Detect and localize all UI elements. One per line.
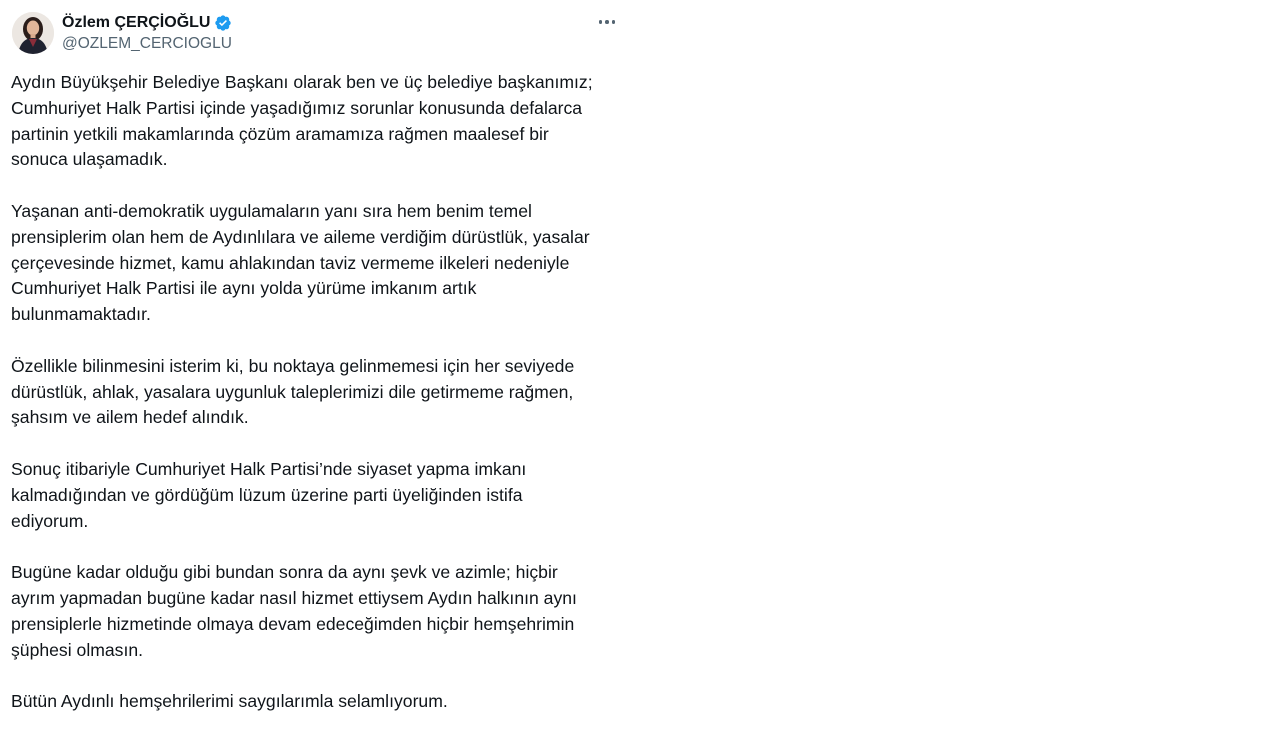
tweet-line: Cumhuriyet Halk Partisi içinde yaşadığımız sorunlar konusunda defalarca xyxy=(11,97,583,118)
user-handle[interactable]: @OZLEM_CERCIOGLU xyxy=(62,35,232,52)
tweet-line: Özellikle bilinmesini isterim ki, bu noktaya gelinmemesi için her seviyede xyxy=(11,355,575,376)
tweet-line: Cumhuriyet Halk Partisi ile aynı yolda yürüme imkanım artık xyxy=(11,278,477,299)
more-dot xyxy=(599,20,603,24)
tweet-paragraph xyxy=(11,354,621,431)
avatar[interactable] xyxy=(12,12,54,54)
more-options-icon[interactable] xyxy=(592,10,622,34)
tweet-line: şüphesi olmasın. xyxy=(11,639,144,660)
tweet-line: prensiplerle hizmetinde olmaya devam edeceğimden hiçbir hemşehrimin xyxy=(11,613,575,634)
tweet-paragraph xyxy=(11,457,621,534)
tweet-paragraph xyxy=(11,689,621,715)
tweet-line: bulunmamaktadır. xyxy=(11,304,151,325)
tweet-line: Bugüne kadar olduğu gibi bundan sonra da aynı şevk ve azimle; hiçbir xyxy=(11,562,558,583)
tweet-line: Bütün Aydınlı hemşehrilerimi saygılarımla selamlıyorum. xyxy=(11,691,448,712)
tweet-line: Yaşanan anti-demokratik uygulamaların yanı sıra hem benim temel xyxy=(11,200,532,221)
more-dot xyxy=(612,20,616,24)
tweet-line: Sonuç itibariyle Cumhuriyet Halk Partisi’nde siyaset yapma imkanı xyxy=(11,458,527,479)
more-dot xyxy=(605,20,609,24)
tweet-paragraph xyxy=(11,560,621,663)
tweet-line: dürüstlük, ahlak, yasalara uygunluk taleplerimizi dile getirmeme rağmen, xyxy=(11,381,574,402)
tweet-line: prensiplerim olan hem de Aydınlılara ve aileme verdiğim dürüstlük, yasalar xyxy=(11,226,590,247)
tweet-line: Aydın Büyükşehir Belediye Başkanı olarak ben ve üç belediye başkanımız; xyxy=(11,72,593,92)
tweet-text xyxy=(11,70,621,741)
author-name-row[interactable] xyxy=(62,12,232,34)
verified-badge-icon xyxy=(214,14,232,32)
tweet-line: ayrım yapmadan bugüne kadar nasıl hizmet ettiysem Aydın halkının aynı xyxy=(11,587,577,608)
tweet-line: partinin yetkili makamlarında çözüm aramamıza rağmen maalesef bir xyxy=(11,123,549,144)
display-name[interactable]: Özlem ÇERÇİOĞLU xyxy=(62,14,211,31)
tweet-card xyxy=(0,0,640,720)
tweet-line: sonuca ulaşamadık. xyxy=(11,149,168,170)
tweet-line: kalmadığından ve gördüğüm lüzum üzerine parti üyeliğinden istifa xyxy=(11,484,523,505)
tweet-line: ediyorum. xyxy=(11,510,89,531)
tweet-line: şahsım ve ailem hedef alındık. xyxy=(11,407,249,428)
profile-photo xyxy=(12,12,54,54)
tweet-line: çerçevesinde hizmet, kamu ahlakından taviz vermeme ilkeleri nedeniyle xyxy=(11,252,570,273)
tweet-paragraph xyxy=(11,70,621,173)
tweet-paragraph xyxy=(11,199,621,328)
